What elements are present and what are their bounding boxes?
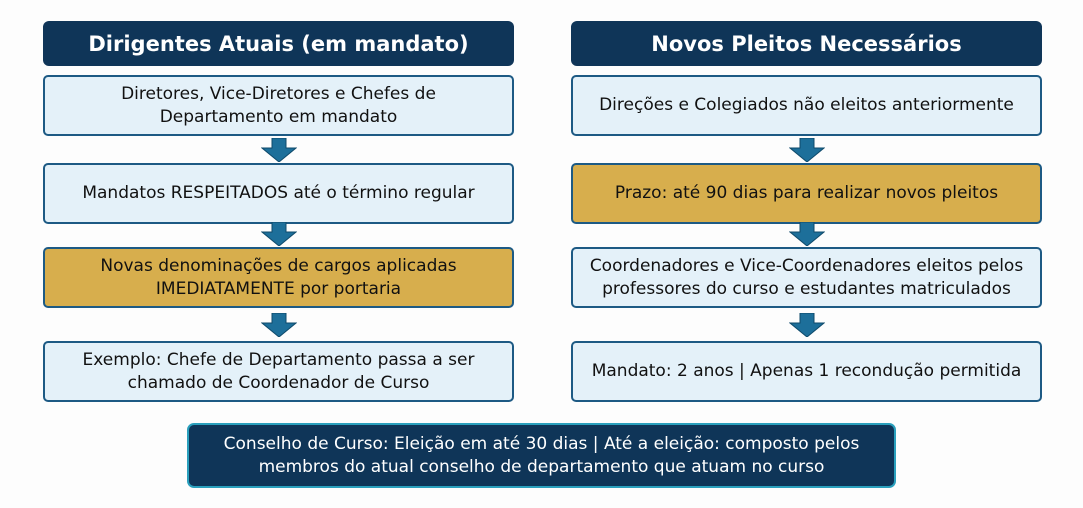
right-step-4 <box>571 341 1042 402</box>
right-step-2-text: Prazo: até 90 dias para realizar novos pleitos <box>614 183 999 203</box>
down-arrow-icon <box>261 313 297 337</box>
left-step-1 <box>43 75 514 136</box>
down-arrow-icon <box>789 222 825 246</box>
right-step-3-text: Coordenadores e Vice-Coordenadores eleitos pelos professores do curso e estudantes matriculados <box>589 255 1024 299</box>
down-arrow-icon <box>789 313 825 337</box>
left-column-header <box>43 21 514 66</box>
right-step-1 <box>571 75 1042 136</box>
footer-note <box>187 423 896 488</box>
down-arrow-icon <box>261 138 297 162</box>
left-step-2-text: Mandatos RESPEITADOS até o término regular <box>82 183 475 203</box>
right-column-header-text: Novos Pleitos Necessários <box>651 31 962 56</box>
left-step-1-text: Diretores, Vice-Diretores e Chefes de Departamento em mandato <box>121 83 436 127</box>
left-step-3-text: Novas denominações de cargos aplicadas IMEDIATAMENTE por portaria <box>100 255 457 299</box>
left-column-header-text: Dirigentes Atuais (em mandato) <box>88 31 469 56</box>
left-step-4-text: Exemplo: Chefe de Departamento passa a ser chamado de Coordenador de Curso <box>82 349 475 393</box>
right-column-header <box>571 21 1042 66</box>
left-step-3 <box>43 247 514 308</box>
right-step-3 <box>571 247 1042 308</box>
down-arrow-icon <box>261 222 297 246</box>
footer-note-text: Conselho de Curso: Eleição em até 30 dias | Até a eleição: composto pelos membros do atual conselho de departamento que atuam no curso <box>223 433 860 477</box>
right-step-2 <box>571 163 1042 224</box>
right-step-4-text: Mandato: 2 anos | Apenas 1 recondução permitida <box>591 361 1022 381</box>
left-step-4 <box>43 341 514 402</box>
right-step-1-text: Direções e Colegiados não eleitos anteriormente <box>599 95 1014 115</box>
down-arrow-icon <box>789 138 825 162</box>
left-step-2 <box>43 163 514 224</box>
